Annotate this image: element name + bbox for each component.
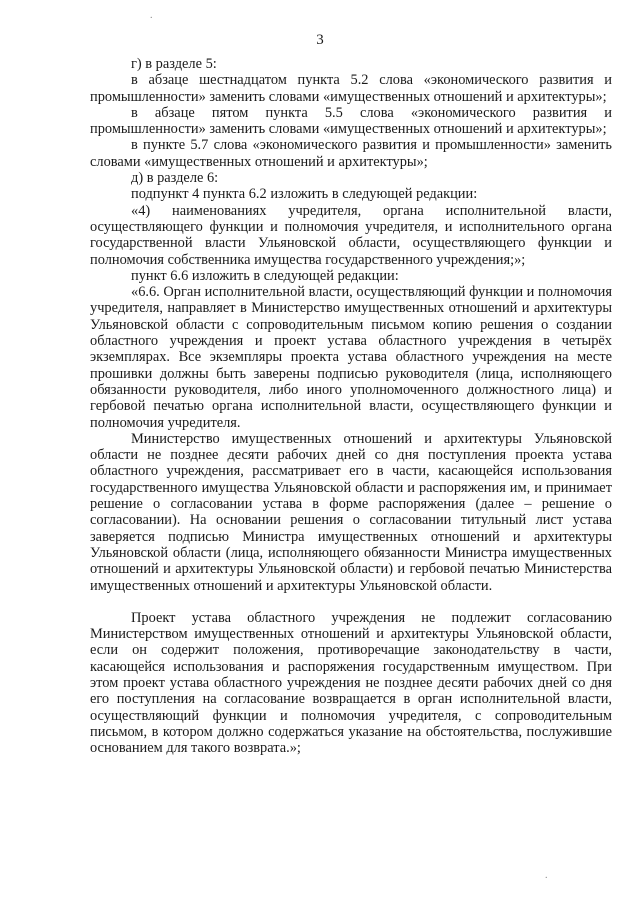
paragraph-section-6-heading: д) в разделе 6: xyxy=(131,170,219,187)
paragraph-section-5-heading: г) в разделе 5: xyxy=(131,56,217,72)
scan-speck: . xyxy=(545,870,548,881)
document-body xyxy=(90,56,612,756)
paragraph-item-5-7: в пункте 5.7 слова «экономического развития и промышленности» заменить словами «имущественных отношений и архитектуры»; xyxy=(90,137,612,170)
paragraph-subitem-6-2-text: «4) наименованиях учредителя, органа исполнительной власти, осуществляющего функции и полномочия учредителя, и исполнительного органа государственной власти Ульяновской области, осуществляющего функции и полномочия собственника имущества государственного учреждения;»; xyxy=(90,202,612,268)
paragraph-item-5-2: в абзаце шестнадцатом пункта 5.2 слова «экономического развития и промышленности» заменить словами «имущественных отношений и архитектуры»; xyxy=(90,72,612,105)
paragraph-item-5-5: в абзаце пятом пункта 5.5 слова «экономического развития и промышленности» заменить словами «имущественных отношений и архитектуры»; xyxy=(90,104,612,138)
page-number: 3 xyxy=(316,32,324,48)
paragraph-item-6-6-text: «6.6. Орган исполнительной власти, осуществляющий функции и полномочия учредителя, направляет в Министерство имущественных отношений и архитектуры Ульяновской области с сопроводительным письмом копию решения о создании областного учреждения и проект устава областного учреждения в четырёх экземплярах. Все экземпляры проекта устава областного учреждения на месте прошивки должны быть заверены подписью руководителя (лица, исполняющего обязанности руководителя, либо иного уполномоченного должностного лица) и гербовой печатью органа исполнительной власти, осуществляющего функции и полномочия учредителя. xyxy=(90,284,612,431)
paragraph-subitem-6-2-intro: подпункт 4 пункта 6.2 изложить в следующей редакции: xyxy=(131,186,478,203)
scan-speck: . xyxy=(150,10,153,21)
paragraph-item-6-6-intro: пункт 6.6 изложить в следующей редакции: xyxy=(131,267,399,284)
paragraph-rejection: Проект устава областного учреждения не подлежит согласованию Министерством имущественных отношений и архитектуры Ульяновской области, если он содержит положения, противоречащие законодательству в части, касающейся использования и распоряжения государственным имуществом. При этом проект устава областного учреждения не позднее десяти рабочих дней со дня его поступления на согласование возвращается в орган исполнительной власти, осуществляющий функции и полномочия учредителя, с сопроводительным письмом, в котором должно содержаться указание на обстоятельства, послужившие основанием для такого возврата.»; xyxy=(90,609,612,757)
paragraph-ministry-review: Министерство имущественных отношений и архитектуры Ульяновской области не позднее десяти рабочих дней со дня поступления проекта устава областного учреждения, рассматривает его в части, касающейся использования государственного имущества Ульяновской области и распоряжения им, и принимает решение о согласовании устава в форме распоряжения (далее – решение о согласовании). На основании решения о согласовании титульный лист устава заверяется подписью Министра имущественных отношений и архитектуры Ульяновской области (лица, исполняющего обязанности Министра имущественных отношений и архитектуры Ульяновской области) и гербовой печатью Министерства имущественных отношений и архитектуры Ульяновской области. xyxy=(90,430,612,594)
